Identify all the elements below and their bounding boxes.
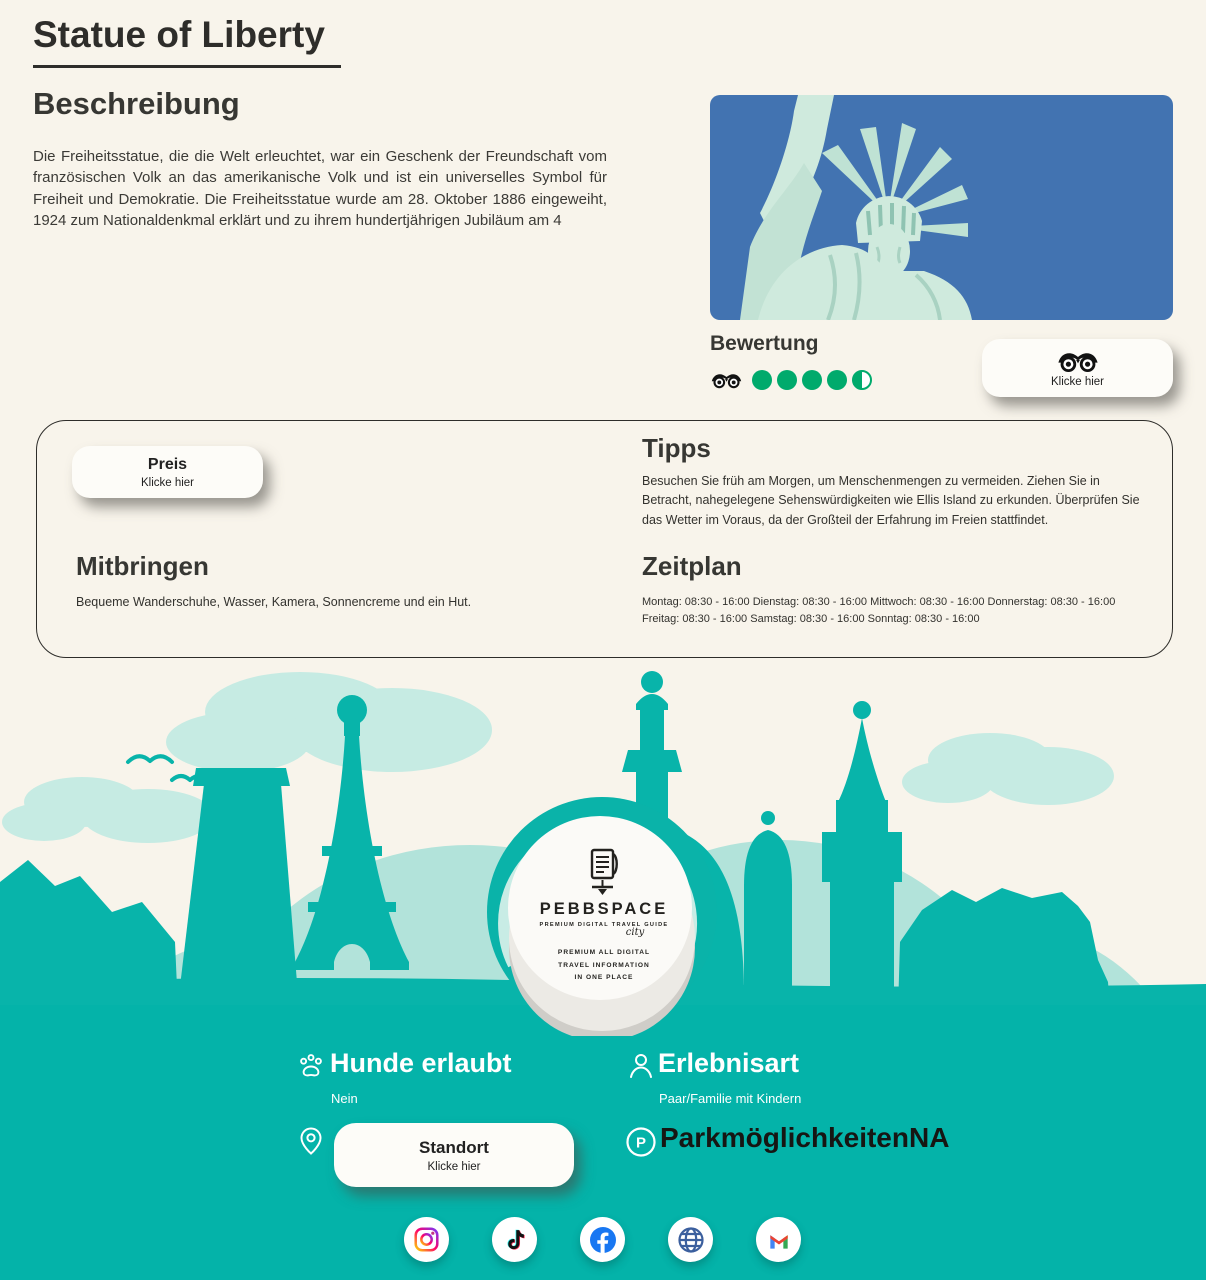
- brand-edition: city: [625, 927, 645, 938]
- facebook-icon[interactable]: [580, 1217, 625, 1262]
- price-button-label: Preis: [147, 455, 188, 473]
- price-button[interactable]: [72, 446, 263, 498]
- paw-icon: [296, 1051, 326, 1081]
- location-button[interactable]: [334, 1123, 574, 1187]
- tripadvisor-button[interactable]: [982, 339, 1173, 397]
- brand-tagline: PREMIUM DIGITAL TRAVEL GUIDE: [539, 922, 669, 928]
- statue-illustration: [710, 95, 1173, 320]
- website-globe-icon[interactable]: [668, 1217, 713, 1262]
- page-title: Statue of Liberty: [33, 14, 341, 68]
- rating-row: [710, 370, 872, 390]
- tripadvisor-icon: [710, 370, 743, 390]
- badge-content: [514, 820, 694, 1000]
- location-pin-icon: [296, 1126, 326, 1156]
- travel-guide-icon: [586, 848, 622, 898]
- tripadvisor-button-label: Klicke hier: [1050, 376, 1105, 388]
- brand-slogan: PREMIUM ALL DIGITAL TRAVEL INFORMATION IN ONE PLACE: [557, 949, 651, 982]
- gmail-icon[interactable]: [756, 1217, 801, 1262]
- location-button-sublabel: Klicke hier: [427, 1160, 481, 1173]
- schedule-line: Montag: 08:30 - 16:00 Dienstag: 08:30 - 16:00 Mittwoch: 08:30 - 16:00 Donnerstag: 08:30 - 16:00: [642, 596, 1116, 608]
- price-button-sublabel: Klicke hier: [140, 476, 195, 489]
- bring-text: Bequeme Wanderschuhe, Wasser, Kamera, Sonnencreme und ein Hut.: [76, 595, 472, 609]
- parking-icon: [624, 1125, 658, 1159]
- svg-text:P: P: [635, 1134, 647, 1152]
- rating-circle-full: [777, 370, 797, 390]
- experience-value: Paar/Familie mit Kindern: [659, 1091, 802, 1106]
- description-text: Die Freiheitsstatue, die die Welt erleuchtet, war ein Geschenk der Freundschaft vom französischen Volk an das amerikanische Volk und ist ein universelles Symbol für Freiheit und Demokratie. Die Freiheitsstatue wurde am 28. Oktober 1886 eingeweiht, 1924 zum Nationaldenkmal erklärt und zu ihrem hundertjährigen Jubiläum am 4: [33, 148, 607, 230]
- rating-circle-full: [802, 370, 822, 390]
- bring-heading: Mitbringen: [76, 551, 209, 581]
- rating-circles: [752, 370, 872, 390]
- dogs-value: Nein: [331, 1091, 358, 1106]
- schedule-text: [642, 594, 1115, 627]
- tripadvisor-icon: [1056, 348, 1100, 374]
- description-heading: Beschreibung: [33, 86, 240, 121]
- schedule-heading: Zeitplan: [642, 551, 742, 581]
- tips-heading: Tipps: [642, 433, 711, 463]
- schedule-line: Freitag: 08:30 - 16:00 Samstag: 08:30 - 16:00 Sonntag: 08:30 - 16:00: [642, 612, 980, 625]
- hero-image: [710, 95, 1173, 320]
- rating-circle-full: [752, 370, 772, 390]
- instagram-icon[interactable]: [404, 1217, 449, 1262]
- rating-heading: Bewertung: [710, 332, 819, 355]
- tiktok-icon[interactable]: [492, 1217, 537, 1262]
- person-icon: [626, 1051, 656, 1081]
- rating-circle-half: [852, 370, 872, 390]
- location-button-label: Standort: [419, 1137, 489, 1157]
- rating-circle-full: [827, 370, 847, 390]
- parking-heading: ParkmöglichkeitenNA: [660, 1122, 950, 1153]
- tips-text: Besuchen Sie früh am Morgen, um Menschenmengen zu vermeiden. Ziehen Sie in Betracht, nahegelegene Sehenswürdigkeiten wie Ellis Island zu erkunden. Überprüfen Sie das Wetter im Voraus, da der Großteil der Erfahrung im Freien stattfindet.: [642, 474, 1140, 527]
- experience-heading: Erlebnisart: [658, 1048, 800, 1078]
- brand-name: PEBBSPACE: [539, 900, 669, 918]
- brand-badge: [485, 796, 721, 1036]
- dogs-heading: Hunde erlaubt: [330, 1048, 512, 1078]
